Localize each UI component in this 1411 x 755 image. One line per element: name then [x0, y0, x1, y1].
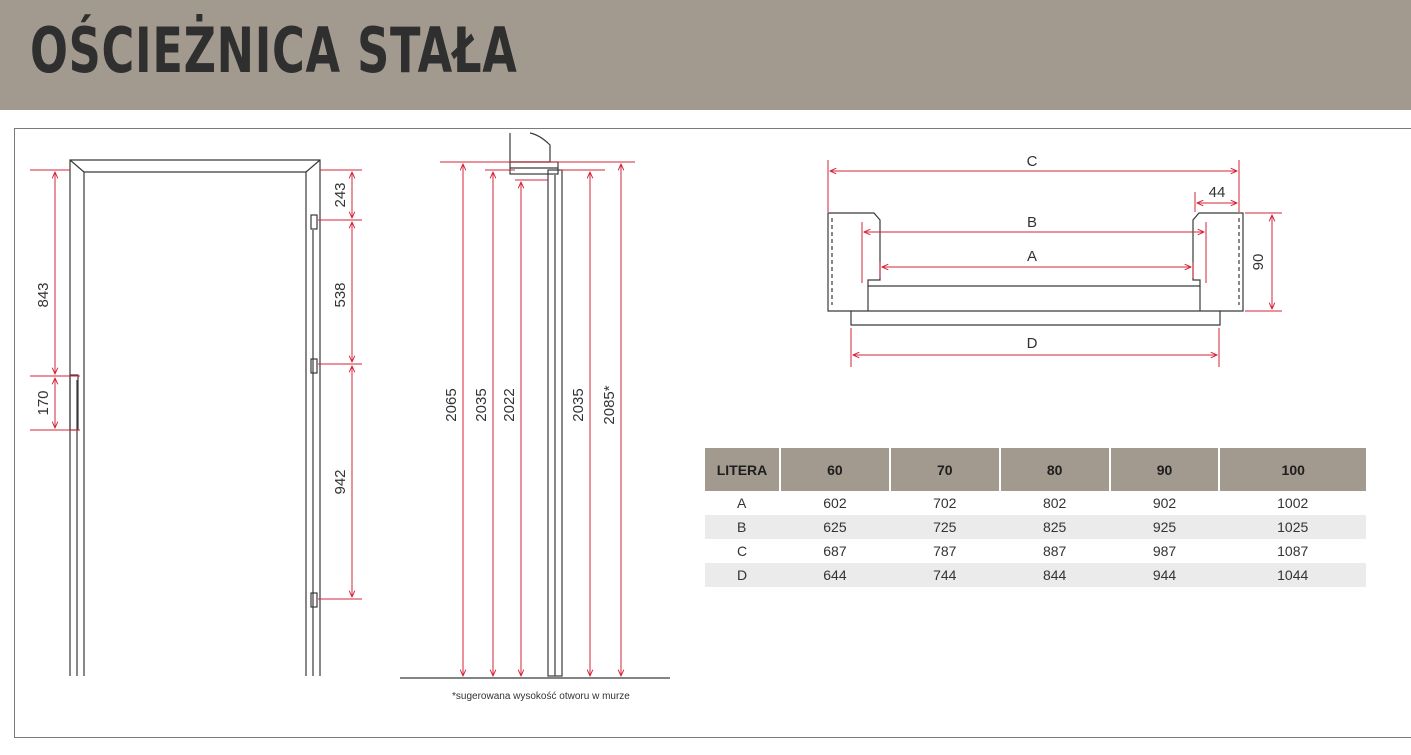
- table-cell: C: [737, 543, 748, 559]
- table-cell: 844: [1000, 563, 1110, 587]
- section-label-c: C: [1026, 153, 1038, 170]
- front-dim-843: 843: [35, 282, 52, 308]
- section-label-90: 90: [1250, 253, 1267, 271]
- table-cell: 887: [1042, 543, 1067, 559]
- section-label-a: A: [1026, 248, 1038, 265]
- page-title: OŚCIEŻNICA STAŁA: [30, 14, 518, 87]
- table-row: [705, 563, 1366, 587]
- side-dim-2085: 2085*: [601, 385, 618, 425]
- front-dimensions: [30, 170, 362, 599]
- front-dim-942: 942: [332, 469, 349, 495]
- table-header: 100: [1219, 448, 1366, 491]
- table-cell: 1002: [1277, 495, 1309, 511]
- side-dim-2035-right: 2035: [570, 388, 587, 422]
- table-cell: 687: [823, 543, 847, 559]
- table-row: [705, 515, 1366, 539]
- table-header: 70: [890, 448, 1000, 491]
- front-dim-538: 538: [332, 282, 349, 308]
- table-cell: A: [737, 495, 747, 511]
- table-cell: D: [705, 563, 780, 587]
- section-label-b: B: [1026, 214, 1038, 231]
- table-header: 80: [1000, 448, 1110, 491]
- table-header: 90: [1110, 448, 1220, 491]
- section-label-d: D: [1026, 335, 1038, 352]
- dimension-table: [705, 448, 1366, 587]
- table-cell: 725: [890, 515, 1000, 539]
- table-cell: 625: [780, 515, 890, 539]
- side-dim-2035-left: 2035: [473, 388, 490, 422]
- table-cell: B: [705, 515, 780, 539]
- side-view: [400, 133, 670, 678]
- table-header: LITERA: [705, 448, 780, 491]
- table-cell: 744: [890, 563, 1000, 587]
- front-dim-243: 243: [332, 182, 349, 208]
- side-dim-2065: 2065: [443, 388, 460, 422]
- table-cell: 925: [1110, 515, 1220, 539]
- table-cell: 987: [1152, 543, 1177, 559]
- table-row: [705, 539, 1366, 563]
- front-dim-170: 170: [35, 390, 52, 416]
- table-cell: 1087: [1277, 543, 1309, 559]
- table-cell: 902: [1152, 495, 1177, 511]
- wall-opening-note: *sugerowana wysokość otworu w murze: [452, 691, 630, 702]
- table-header-row: [705, 448, 1366, 491]
- side-dim-2022: 2022: [501, 388, 518, 422]
- table-cell: 1025: [1219, 515, 1366, 539]
- table-cell: 602: [823, 495, 847, 511]
- section-label-44: 44: [1208, 184, 1226, 201]
- table-cell: 802: [1042, 495, 1067, 511]
- table-row: [705, 491, 1366, 515]
- table-cell: 702: [933, 495, 957, 511]
- table-cell: 644: [780, 563, 890, 587]
- table-cell: 1044: [1219, 563, 1366, 587]
- table-cell: 825: [1000, 515, 1110, 539]
- table-header: 60: [780, 448, 890, 491]
- table-cell: 787: [933, 543, 957, 559]
- table-cell: 944: [1110, 563, 1220, 587]
- front-view: [70, 160, 320, 676]
